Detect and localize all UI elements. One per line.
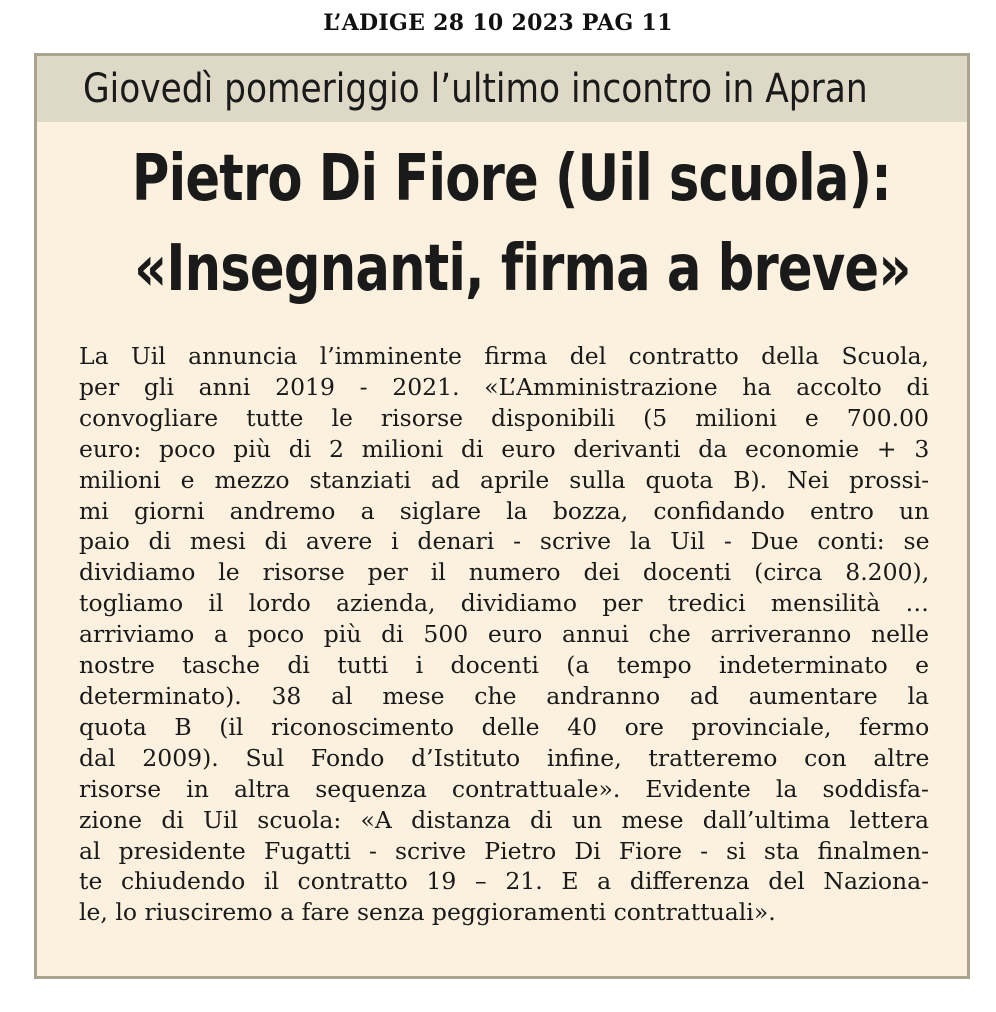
body-line: risorse in altra sequenza contrattuale». Evidente la soddisfa-: [79, 774, 929, 803]
body-line: nostre tasche di tutti i docenti (a tempo indeterminato e: [79, 651, 929, 680]
body-line: dal 2009). Sul Fondo d’Istituto infine, tratteremo con altre: [79, 743, 930, 772]
body-line: euro: poco più di 2 milioni di euro derivanti da economie + 3: [79, 434, 930, 463]
headline-line-2: [37, 232, 967, 306]
body-line: zione di Uil scuola: «A distanza di un mese dall’ultima lettera: [79, 805, 929, 834]
headline-line-1-text: Pietro Di Fiore (Uil scuola):: [131, 142, 891, 216]
body-line: arriviamo a poco più di 500 euro annui che arriveranno nelle: [79, 620, 929, 649]
body-line: per gli anni 2019 - 2021. «L’Amministrazione ha accolto di: [79, 372, 929, 401]
body-line: quota B (il riconoscimento delle 40 ore provinciale, fermo: [79, 712, 930, 741]
body-line: le, lo riusciremo a fare senza peggioramenti contrattuali».: [79, 898, 776, 927]
article-body: [79, 341, 929, 928]
news-article: [34, 53, 970, 979]
article-kicker: Giovedì pomeriggio l’ultimo incontro in Apran: [83, 66, 868, 112]
body-line: al presidente Fugatti - scrive Pietro Di Fiore - si sta finalmen-: [79, 836, 930, 865]
source-header: L’ADIGE 28 10 2023 PAG 11: [323, 10, 673, 36]
kicker-bar: [37, 56, 967, 122]
body-line: mi giorni andremo a siglare la bozza, confidando entro un: [79, 496, 930, 525]
body-line: paio di mesi di avere i denari - scrive la Uil - Due conti: se: [79, 527, 930, 556]
body-line: determinato). 38 al mese che andranno ad aumentare la: [79, 681, 929, 710]
body-line: dividiamo le risorse per il numero dei docenti (circa 8.200),: [79, 558, 930, 587]
headline-line-2-text: «Insegnanti, firma a breve»: [134, 232, 911, 306]
body-line: convogliare tutte le risorse disponibili (5 milioni e 700.00: [79, 403, 929, 432]
body-line: togliamo il lordo azienda, dividiamo per tredici mensilità …: [79, 589, 929, 618]
body-line: milioni e mezzo stanziati ad aprile sulla quota B). Nei prossi-: [79, 465, 930, 494]
body-line: te chiudendo il contratto 19 – 21. E a differenza del Naziona-: [79, 867, 930, 896]
body-line: La Uil annuncia l’imminente firma del contratto della Scuola,: [79, 342, 929, 370]
headline-line-1: [37, 142, 967, 216]
